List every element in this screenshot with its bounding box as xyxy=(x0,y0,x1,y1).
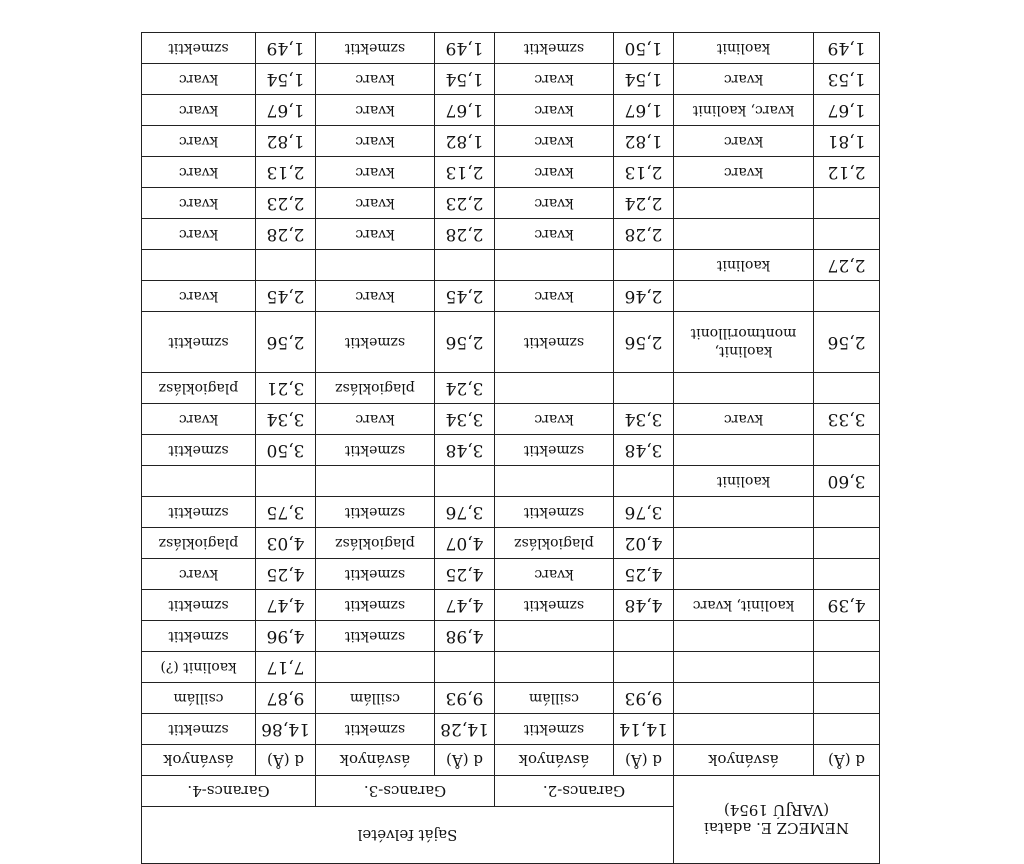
nemecz-d-value xyxy=(814,683,880,714)
nemecz-d-value xyxy=(814,621,880,652)
garancs4-mineral: szmektit xyxy=(141,497,255,528)
garancs3-mineral xyxy=(315,466,434,497)
garancs3-mineral: kvarc xyxy=(315,95,434,126)
table-row xyxy=(141,95,879,126)
garancs3-d-value: 3,24 xyxy=(434,373,494,404)
table-row xyxy=(141,281,879,312)
garancs4-mineral: szmektit xyxy=(141,312,255,373)
table-body xyxy=(141,33,879,745)
rotated-table-wrapper xyxy=(142,38,880,864)
garancs2-d-value xyxy=(613,621,673,652)
garancs2-d-value: 14,14 xyxy=(613,714,673,745)
garancs2-mineral xyxy=(494,621,613,652)
nemecz-mineral xyxy=(673,188,813,219)
nemecz-d-value xyxy=(814,219,880,250)
mineral-header: ásványok xyxy=(673,745,813,776)
garancs3-mineral: szmektit xyxy=(315,312,434,373)
garancs3-d-value xyxy=(434,652,494,683)
nemecz-mineral xyxy=(673,281,813,312)
garancs4-mineral: plagioklász xyxy=(141,373,255,404)
nemecz-mineral: kvarc xyxy=(673,64,813,95)
garancs3-d-value: 1,67 xyxy=(434,95,494,126)
garancs3-mineral: plagioklász xyxy=(315,373,434,404)
garancs4-mineral: kvarc xyxy=(141,559,255,590)
table-row xyxy=(141,497,879,528)
nemecz-d-value: 1,67 xyxy=(814,95,880,126)
d-spacing-header: d (Å) xyxy=(255,745,315,776)
table-row xyxy=(141,652,879,683)
garancs3-mineral xyxy=(315,250,434,281)
sample-header-garancs-2: Garancs-2. xyxy=(494,776,673,807)
garancs2-mineral: kvarc xyxy=(494,126,613,157)
nemecz-mineral xyxy=(673,219,813,250)
garancs3-mineral: szmektit xyxy=(315,33,434,64)
d-spacing-header: d (Å) xyxy=(434,745,494,776)
garancs4-d-value: 14,86 xyxy=(255,714,315,745)
nemecz-mineral-line: montmorillonit xyxy=(690,325,797,341)
nemecz-mineral: kvarc xyxy=(673,126,813,157)
nemecz-d-value xyxy=(814,652,880,683)
garancs2-d-value: 3,34 xyxy=(613,404,673,435)
garancs3-mineral: kvarc xyxy=(315,126,434,157)
garancs4-mineral: kvarc xyxy=(141,126,255,157)
garancs2-d-value: 1,50 xyxy=(613,33,673,64)
garancs4-d-value xyxy=(255,466,315,497)
nemecz-d-value xyxy=(814,188,880,219)
garancs4-d-value: 3,75 xyxy=(255,497,315,528)
table-row xyxy=(141,528,879,559)
garancs3-d-value xyxy=(434,250,494,281)
garancs2-d-value: 1,54 xyxy=(613,64,673,95)
garancs2-mineral: kvarc xyxy=(494,559,613,590)
garancs2-mineral: szmektit xyxy=(494,312,613,373)
varju-citation-line: (VARJÚ 1954) xyxy=(723,801,830,820)
table-row xyxy=(141,188,879,219)
nemecz-d-value: 2,56 xyxy=(814,312,880,373)
table-row xyxy=(141,621,879,652)
garancs2-mineral xyxy=(494,373,613,404)
nemecz-mineral xyxy=(673,497,813,528)
garancs4-d-value: 1,67 xyxy=(255,95,315,126)
garancs3-mineral: szmektit xyxy=(315,497,434,528)
garancs4-mineral: szmektit xyxy=(141,590,255,621)
nemecz-d-value: 2,12 xyxy=(814,157,880,188)
garancs2-d-value: 9,93 xyxy=(613,683,673,714)
garancs2-mineral: kvarc xyxy=(494,188,613,219)
garancs2-mineral: szmektit xyxy=(494,435,613,466)
garancs4-mineral: kvarc xyxy=(141,404,255,435)
garancs2-mineral: szmektit xyxy=(494,714,613,745)
garancs3-d-value: 1,54 xyxy=(434,64,494,95)
nemecz-mineral xyxy=(673,714,813,745)
garancs3-d-value: 2,13 xyxy=(434,157,494,188)
nemecz-mineral xyxy=(673,683,813,714)
garancs4-d-value: 4,47 xyxy=(255,590,315,621)
nemecz-mineral: kaolinit xyxy=(673,250,813,281)
nemecz-d-value: 4,39 xyxy=(814,590,880,621)
garancs2-mineral: plagioklász xyxy=(494,528,613,559)
nemecz-d-value xyxy=(814,373,880,404)
garancs3-mineral: szmektit xyxy=(315,590,434,621)
garancs3-d-value: 2,45 xyxy=(434,281,494,312)
garancs2-d-value xyxy=(613,466,673,497)
garancs3-mineral: szmektit xyxy=(315,714,434,745)
nemecz-mineral: kaolinit, kvarc xyxy=(673,590,813,621)
garancs2-mineral: kvarc xyxy=(494,64,613,95)
garancs4-d-value: 4,96 xyxy=(255,621,315,652)
nemecz-mineral: kvarc, kaolinit xyxy=(673,95,813,126)
garancs2-mineral: kvarc xyxy=(494,404,613,435)
nemecz-mineral xyxy=(673,312,813,373)
garancs2-mineral: szmektit xyxy=(494,497,613,528)
garancs3-mineral: csillám xyxy=(315,683,434,714)
own-measurement-header: Saját felvétel xyxy=(141,807,673,864)
garancs4-d-value: 2,13 xyxy=(255,157,315,188)
garancs2-d-value: 4,25 xyxy=(613,559,673,590)
garancs3-d-value: 2,23 xyxy=(434,188,494,219)
garancs2-mineral: kvarc xyxy=(494,95,613,126)
sample-header-garancs-3: Garancs-3. xyxy=(315,776,494,807)
table-row xyxy=(141,64,879,95)
garancs4-d-value: 9,87 xyxy=(255,683,315,714)
garancs2-mineral xyxy=(494,466,613,497)
garancs4-d-value: 3,50 xyxy=(255,435,315,466)
garancs4-d-value: 2,28 xyxy=(255,219,315,250)
mineral-header: ásványok xyxy=(494,745,613,776)
nemecz-mineral xyxy=(673,373,813,404)
garancs2-d-value: 4,48 xyxy=(613,590,673,621)
garancs4-d-value: 4,03 xyxy=(255,528,315,559)
garancs2-d-value: 1,82 xyxy=(613,126,673,157)
nemecz-d-value: 3,60 xyxy=(814,466,880,497)
table-row xyxy=(141,404,879,435)
garancs4-mineral: kvarc xyxy=(141,157,255,188)
table-row xyxy=(141,157,879,188)
nemecz-title-line: NEMECZ E. adatai xyxy=(704,819,849,838)
nemecz-mineral xyxy=(673,652,813,683)
garancs2-d-value xyxy=(613,250,673,281)
table-row xyxy=(141,219,879,250)
garancs2-mineral: kvarc xyxy=(494,157,613,188)
garancs4-d-value xyxy=(255,250,315,281)
nemecz-d-value: 1,49 xyxy=(814,33,880,64)
nemecz-d-value xyxy=(814,528,880,559)
garancs2-mineral: szmektit xyxy=(494,33,613,64)
garancs3-d-value: 4,25 xyxy=(434,559,494,590)
garancs3-d-value: 4,07 xyxy=(434,528,494,559)
sample-header-garancs-4: Garancs-4. xyxy=(141,776,315,807)
garancs3-d-value: 3,34 xyxy=(434,404,494,435)
garancs3-d-value: 9,93 xyxy=(434,683,494,714)
garancs2-d-value: 3,76 xyxy=(613,497,673,528)
garancs2-d-value: 1,67 xyxy=(613,95,673,126)
garancs3-mineral: kvarc xyxy=(315,281,434,312)
garancs2-mineral xyxy=(494,652,613,683)
nemecz-d-value: 3,33 xyxy=(814,404,880,435)
garancs2-d-value: 4,02 xyxy=(613,528,673,559)
garancs2-mineral: szmektit xyxy=(494,590,613,621)
table-row xyxy=(141,250,879,281)
nemecz-d-value xyxy=(814,559,880,590)
nemecz-mineral: kvarc xyxy=(673,404,813,435)
nemecz-source-header xyxy=(673,776,879,864)
garancs3-mineral: szmektit xyxy=(315,559,434,590)
nemecz-d-value xyxy=(814,435,880,466)
nemecz-d-value: 2,27 xyxy=(814,250,880,281)
nemecz-mineral-line: kaolinit, xyxy=(714,343,773,359)
garancs3-d-value: 2,56 xyxy=(434,312,494,373)
mineral-header: ásványok xyxy=(315,745,434,776)
garancs4-mineral: kvarc xyxy=(141,188,255,219)
nemecz-d-value xyxy=(814,497,880,528)
garancs2-d-value: 2,46 xyxy=(613,281,673,312)
garancs4-d-value: 1,54 xyxy=(255,64,315,95)
table-row xyxy=(141,33,879,64)
garancs3-d-value: 2,28 xyxy=(434,219,494,250)
garancs4-mineral: kvarc xyxy=(141,281,255,312)
garancs2-d-value: 2,28 xyxy=(613,219,673,250)
garancs4-mineral: kaolinit (?) xyxy=(141,652,255,683)
garancs3-mineral: kvarc xyxy=(315,64,434,95)
column-subheader-row xyxy=(141,745,879,776)
garancs3-d-value: 4,98 xyxy=(434,621,494,652)
garancs4-d-value: 3,21 xyxy=(255,373,315,404)
garancs3-mineral: kvarc xyxy=(315,219,434,250)
garancs4-mineral: szmektit xyxy=(141,714,255,745)
garancs3-mineral: szmektit xyxy=(315,435,434,466)
garancs3-mineral: szmektit xyxy=(315,621,434,652)
garancs4-mineral: kvarc xyxy=(141,64,255,95)
garancs4-d-value: 1,49 xyxy=(255,33,315,64)
nemecz-mineral: kaolinit xyxy=(673,466,813,497)
garancs4-d-value: 3,34 xyxy=(255,404,315,435)
garancs4-mineral xyxy=(141,466,255,497)
nemecz-mineral xyxy=(673,621,813,652)
table-row xyxy=(141,683,879,714)
garancs4-mineral: szmektit xyxy=(141,435,255,466)
nemecz-mineral xyxy=(673,528,813,559)
garancs3-mineral: kvarc xyxy=(315,188,434,219)
garancs4-d-value: 4,25 xyxy=(255,559,315,590)
garancs4-mineral xyxy=(141,250,255,281)
garancs4-d-value: 2,56 xyxy=(255,312,315,373)
nemecz-mineral xyxy=(673,559,813,590)
table-row xyxy=(141,559,879,590)
table-row xyxy=(141,714,879,745)
garancs3-mineral: plagioklász xyxy=(315,528,434,559)
garancs4-mineral: szmektit xyxy=(141,33,255,64)
d-spacing-header: d (Å) xyxy=(814,745,880,776)
garancs2-d-value: 2,56 xyxy=(613,312,673,373)
garancs2-d-value: 2,24 xyxy=(613,188,673,219)
table-row xyxy=(141,466,879,497)
nemecz-mineral: kvarc xyxy=(673,157,813,188)
garancs3-mineral: kvarc xyxy=(315,404,434,435)
garancs3-d-value: 1,82 xyxy=(434,126,494,157)
garancs4-mineral: plagioklász xyxy=(141,528,255,559)
garancs4-mineral: kvarc xyxy=(141,219,255,250)
nemecz-d-value xyxy=(814,281,880,312)
garancs2-mineral: kvarc xyxy=(494,219,613,250)
garancs4-d-value: 1,82 xyxy=(255,126,315,157)
garancs4-mineral: csillám xyxy=(141,683,255,714)
nemecz-mineral xyxy=(673,435,813,466)
garancs3-d-value: 4,47 xyxy=(434,590,494,621)
garancs2-mineral: kvarc xyxy=(494,281,613,312)
garancs2-mineral: csillám xyxy=(494,683,613,714)
garancs3-d-value: 3,48 xyxy=(434,435,494,466)
garancs2-d-value xyxy=(613,373,673,404)
nemecz-d-value xyxy=(814,714,880,745)
d-spacing-header: d (Å) xyxy=(613,745,673,776)
garancs3-d-value: 1,49 xyxy=(434,33,494,64)
garancs4-d-value: 2,45 xyxy=(255,281,315,312)
nemecz-d-value: 1,53 xyxy=(814,64,880,95)
table-row xyxy=(141,435,879,466)
garancs4-mineral: szmektit xyxy=(141,621,255,652)
mineral-header: ásványok xyxy=(141,745,255,776)
garancs3-d-value: 14,28 xyxy=(434,714,494,745)
garancs2-d-value: 3,48 xyxy=(613,435,673,466)
garancs4-d-value: 2,23 xyxy=(255,188,315,219)
garancs3-mineral: kvarc xyxy=(315,157,434,188)
nemecz-d-value: 1,81 xyxy=(814,126,880,157)
garancs3-d-value xyxy=(434,466,494,497)
xrd-comparison-table xyxy=(141,32,880,864)
table-row xyxy=(141,590,879,621)
garancs2-mineral xyxy=(494,250,613,281)
garancs2-d-value xyxy=(613,652,673,683)
table-row xyxy=(141,126,879,157)
table-row xyxy=(141,373,879,404)
garancs4-mineral: kvarc xyxy=(141,95,255,126)
garancs4-d-value: 7,17 xyxy=(255,652,315,683)
garancs3-d-value: 3,76 xyxy=(434,497,494,528)
garancs3-mineral xyxy=(315,652,434,683)
garancs2-d-value: 2,13 xyxy=(613,157,673,188)
table-row xyxy=(141,312,879,373)
nemecz-mineral: kaolinit xyxy=(673,33,813,64)
